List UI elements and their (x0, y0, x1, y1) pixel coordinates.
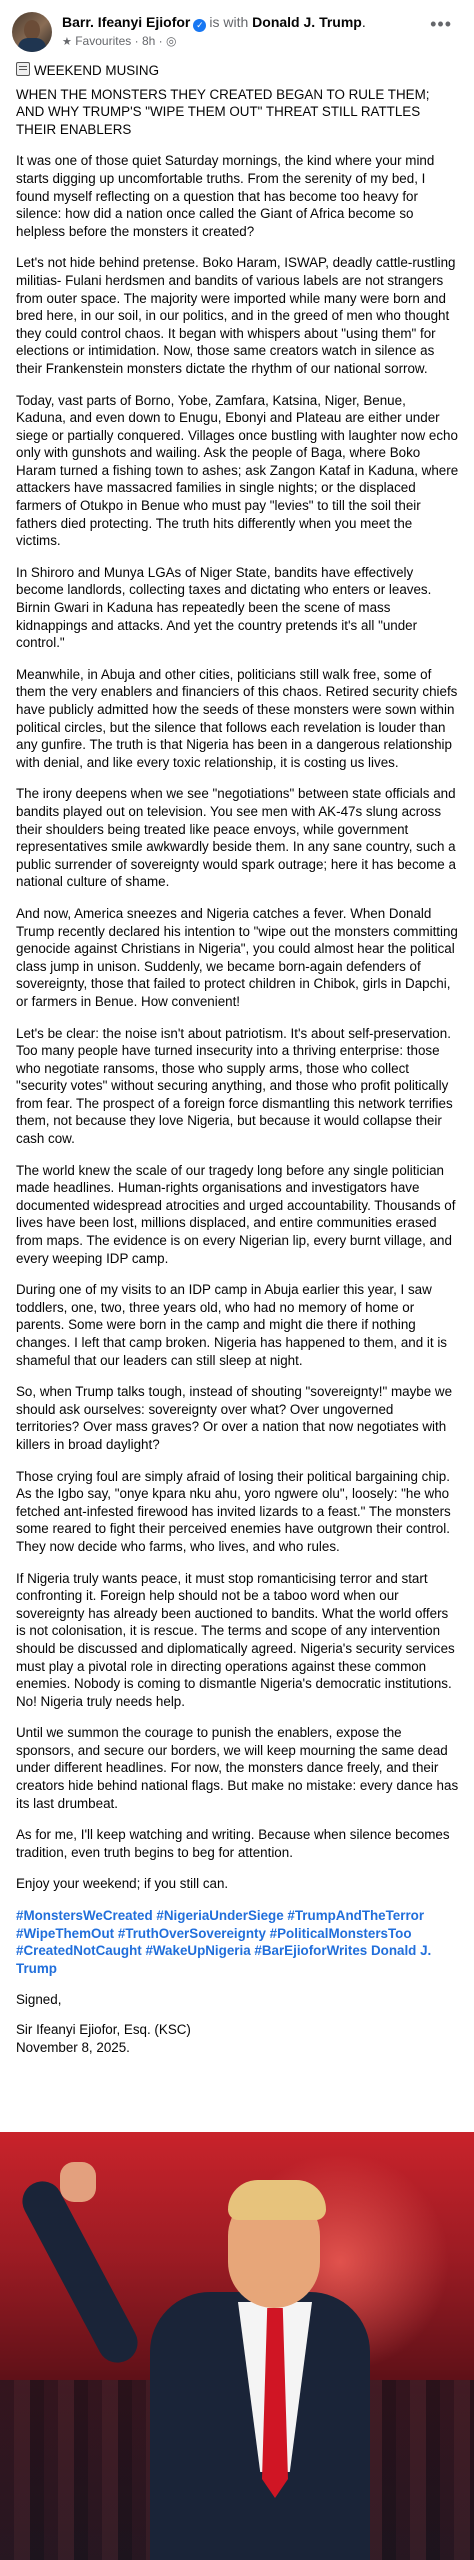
post-paragraph: The world knew the scale of our tragedy long before any single politician made headlines. Human-rights organisations and investigators have documented widespread atrocities and urged accountability. Thousands of lives have been lost, millions displaced, and entire communities erased from maps. The evidence is on every Nigerian lip, every burnt village, and every weeping IDP camp. (16, 1162, 456, 1266)
post-title-text: WEEKEND MUSING (34, 63, 159, 78)
hashtag-link[interactable]: #MonstersWeCreated (16, 1908, 153, 1924)
meta-separator: · (134, 34, 139, 48)
signature-date: November 8, 2025. (16, 2039, 130, 2055)
post-time[interactable]: 8h (141, 34, 156, 48)
photo-hair (228, 2180, 326, 2220)
post-paragraph: Enjoy your weekend; if you still can. (16, 1876, 229, 1892)
post-paragraphs (16, 152, 459, 1893)
favourites-star-icon: ★ (62, 36, 72, 48)
avatar-face (24, 20, 40, 40)
post-paragraph: The irony deepens when we see "negotiations" between state officials and bandits played out on television. You see men with AK-47s slung across their shoulders being treated like peace envoys, while government representatives smile awkwardly beside them. In any sane country, such a public surrender of sovereignty would spark outrage; here it has become a national culture of shame. (16, 786, 456, 890)
is-with-text: is with (209, 14, 249, 30)
hashtag-link[interactable]: #WakeUpNigeria (145, 1943, 251, 1959)
photo-fist (60, 2162, 96, 2202)
post-photo[interactable] (0, 2132, 474, 2560)
author-avatar[interactable] (12, 12, 52, 52)
post-paragraph: As for me, I'll keep watching and writing. Because when silence becomes tradition, even truth begins to beg for attention. (16, 1827, 450, 1860)
signed-label: Signed, (16, 1992, 62, 2008)
post-content (16, 62, 459, 2068)
tagged-person[interactable]: Donald J. Trump (252, 14, 362, 30)
hashtag-link[interactable]: #NigeriaUnderSiege (156, 1908, 284, 1924)
post-paragraph: So, when Trump talks tough, instead of shouting "sovereignty!" maybe we should ask ourselves: sovereignty over what? Over ungoverned territories? Over mass graves? Or over a nation that now negotiates with killers in broad daylight? (16, 1384, 453, 1452)
post-paragraph: Let's not hide behind pretense. Boko Haram, ISWAP, deadly cattle-rustling militias- Fulani herdsmen and bandits of various labels are not strangers from outer space. The majority were imported while many were born and bred here, in our soil, in our politics, and in the greed of men who thought they could control chaos. It began with whispers about "using them" for elections or intimidation. Now, those same creators watch in silence as their Frankenstein monsters dictate the rhythm of our national sorrow. (16, 255, 456, 376)
hashtag-link[interactable]: #WipeThemOut (16, 1925, 115, 1941)
post-paragraph: In Shiroro and Munya LGAs of Niger State, bandits have effectively become landlords, collecting taxes and dictating who enters or leaves. Birnin Gwari in Kaduna has repeatedly been the scene of mass kidnappings and attacks. And yet the country pretends it's all "under control." (16, 564, 432, 651)
post-headline: WHEN THE MONSTERS THEY CREATED BEGAN TO RULE THEM; AND WHY TRUMP'S "WIPE THEM OUT" THREAT STILL RATTLES THEIR ENABLERS (16, 86, 430, 137)
post-paragraph: Let's be clear: the noise isn't about patriotism. It's about self-preservation. Too many people have turned insecurity into a thriving enterprise: those who negotiate ransoms, those who supply arms, those who collect "security votes" without securing anything, and those who profit politically from fear. The prospect of a foreign force dismantling this network terrifies them, not because they love Nigeria, but because it would collapse their cash cow. (16, 1025, 453, 1147)
hashtag-link[interactable]: #BarEjioforWrites (254, 1943, 368, 1959)
newspaper-icon (16, 62, 30, 76)
tagged-profile-link[interactable]: Donald J. Trump (16, 1943, 432, 1976)
hashtag-link[interactable]: #PoliticalMonstersToo (269, 1925, 412, 1941)
signoff (16, 1991, 459, 2056)
author-line (62, 14, 366, 32)
tagged-period: . (361, 14, 366, 30)
avatar-body (18, 38, 46, 52)
post-paragraph: It was one of those quiet Saturday mornings, the kind where your mind starts digging up uncomfortable truths. From the serenity of my bed, I found myself reflecting on a question that has become too heavy for silence: how did a nation once called the Giant of Africa become so helpless before the monsters it created? (16, 153, 435, 239)
hashtag-list (16, 1907, 459, 1977)
post-paragraph: Meanwhile, in Abuja and other cities, politicians still walk free, some of them the very enablers and financiers of this chaos. Retired security chiefs have publicly admitted how the seeds of these monsters were sown within political circles, but the silence that follows each revelation is louder than any gunfire. The truth is that Nigeria has been in a dangerous relationship with denial, and like every toxic relationship, it is costing us lives. (16, 666, 458, 770)
hashtag-link[interactable]: #TruthOverSovereignty (117, 1925, 266, 1941)
hashtag-link[interactable]: #TrumpAndTheTerror (287, 1908, 425, 1924)
post-meta (62, 34, 176, 48)
post-paragraph: Until we summon the courage to punish the enablers, expose the sponsors, and secure our borders, we will keep mourning the same dead under different headlines. For now, the monsters dance freely, and their creators hide behind national flags. But make no mistake: every dance has its last drumbeat. (16, 1725, 459, 1811)
verified-badge-icon: ✓ (193, 19, 206, 32)
meta-separator: · (158, 34, 163, 48)
post-paragraph: During one of my visits to an IDP camp in Abuja earlier this year, I saw toddlers, one, two, three years old, who had no memory of home or parents. Some were born in the camp and might die there if nothing changes. I left that camp broken. Nigeria has happened to them, and it is shameful that our leaders can still sleep at night. (16, 1282, 447, 1368)
audience-label[interactable]: Favourites (75, 34, 132, 48)
author-name[interactable]: Barr. Ifeanyi Ejiofor (62, 14, 191, 30)
post-paragraph: And now, America sneezes and Nigeria catches a fever. When Donald Trump recently declared his intention to "wipe out the monsters committing genocide against Christians in Nigeria", you could almost hear the political class jump in unison. Suddenly, we became born-again defenders of sovereignty, those that failed to protect children in Chibok, girls in Dapchi, or farmers in Benue. How convenient! (16, 905, 458, 1009)
more-options-icon[interactable]: ••• (430, 14, 452, 34)
post-paragraph: Today, vast parts of Borno, Yobe, Zamfara, Katsina, Niger, Benue, Kaduna, and even down to Enugu, Ebonyi and Plateau are either under siege or partially conquered. Villages once bustling with laughter now echo only with gunshots and wailing. Ask the people of Baga, where Boko Haram turned a fishing town to ashes; ask Zangon Kataf in Kaduna, where attackers have massacred families in single nights; or the displaced farmers of Otukpo in Benue who must pay "levies" to till the soil their fathers died protecting. The truth hits differently when you meet the victims. (16, 392, 459, 549)
hashtag-link[interactable]: #CreatedNotCaught (16, 1943, 142, 1959)
photo-raised-arm (15, 2174, 144, 2369)
globe-icon: ◎ (165, 34, 177, 48)
post-header (0, 0, 474, 62)
post-paragraph: If Nigeria truly wants peace, it must stop romanticising terror and start confronting it. Foreign help should not be a taboo word when our sovereignty has already been auctioned to bandits. What the world offers is not colonisation, it is rescue. The terms and scope of any intervention should be discussed and diplomatically agreed. Nigeria's security services must play a pivotal role in directing operations against these common enemies. Nobody is coming to dismantle Nigeria's democratic institutions. No! Nigeria truly needs help. (16, 1570, 455, 1709)
signature-name: Sir Ifeanyi Ejiofor, Esq. (KSC) (16, 2022, 191, 2037)
signature-block (16, 2021, 459, 2056)
post-title (16, 62, 459, 80)
post-paragraph: Those crying foul are simply afraid of losing their political bargaining chip. As the Igbo say, "onye kpara nku ahu, yoro ngwere olu", loosely: "he who fetched ant-infested firewood has invited lizards to a feast." The monsters some reared to fight their perceived enemies have outgrown their control. They now decide who farms, who lives, and who rules. (16, 1468, 451, 1554)
